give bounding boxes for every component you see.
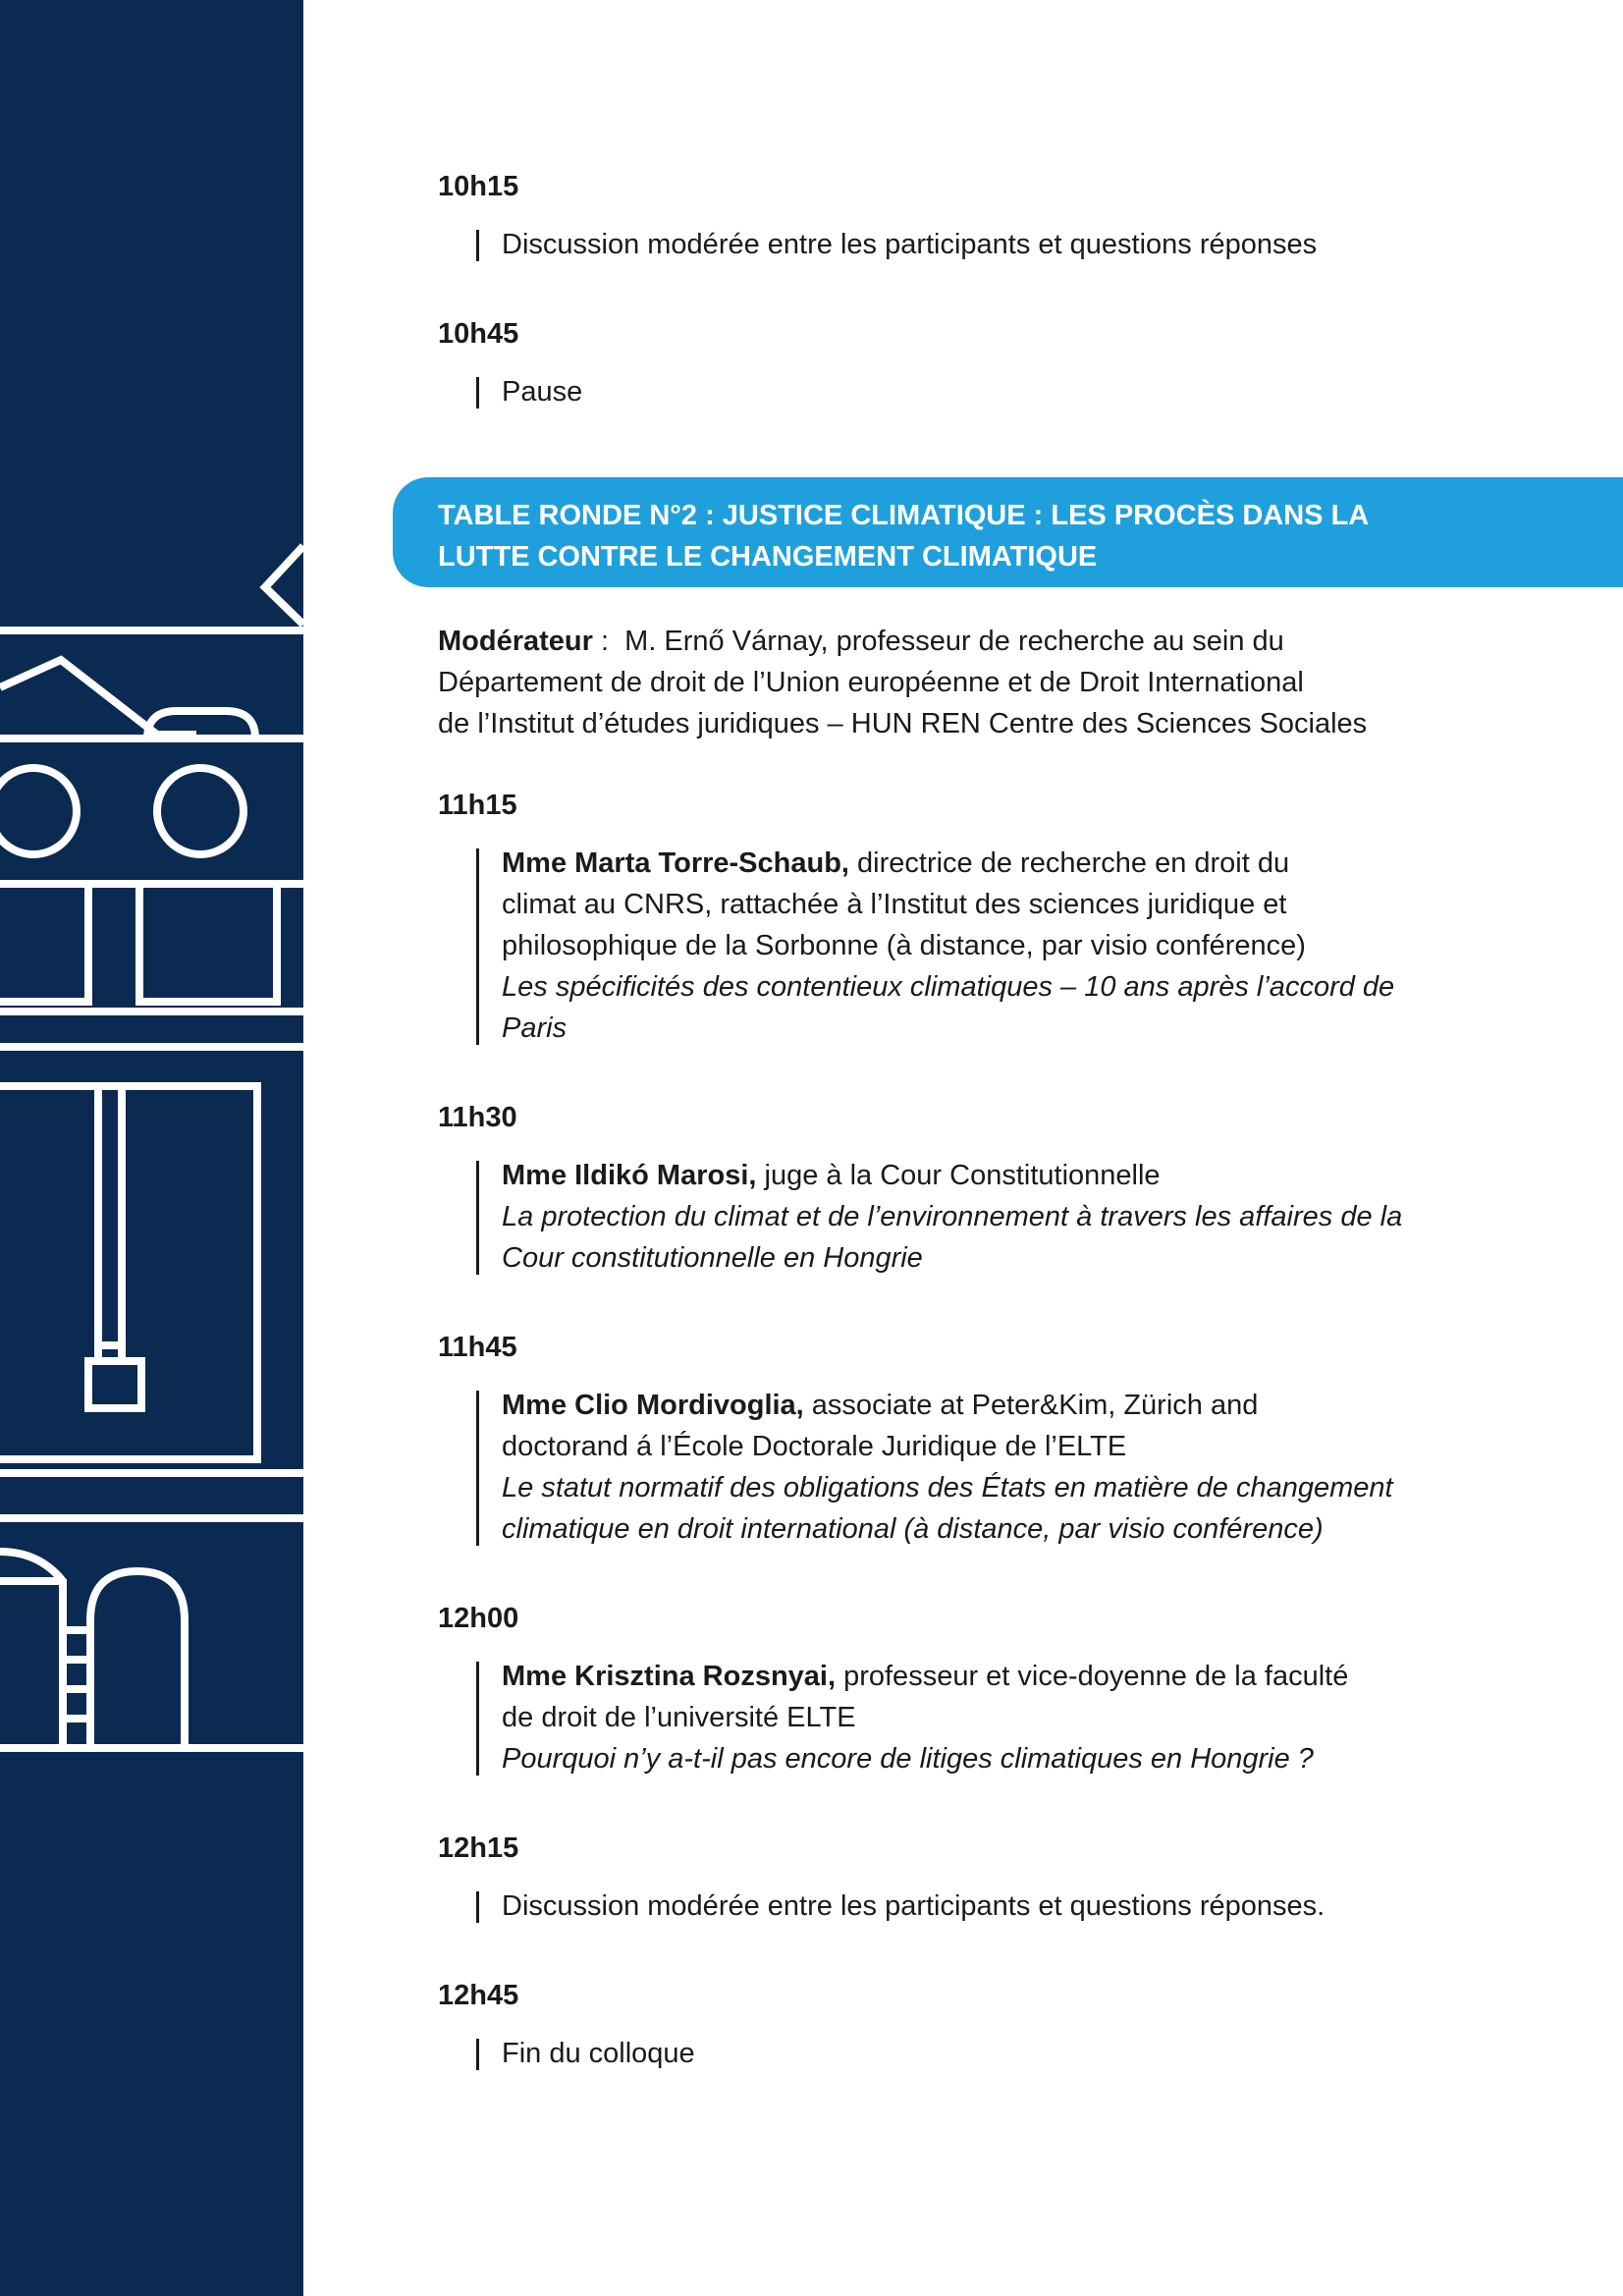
talk-title: Les spécificités des contentieux climatiques – 10 ans après l’accord de xyxy=(502,971,1395,1003)
moderator-label: Modérateur xyxy=(438,626,593,657)
time-label: 11h30 xyxy=(438,1102,517,1133)
speaker-role: directrice de recherche en droit du xyxy=(848,847,1290,879)
talk-title: Le statut normatif des obligations des États en matière de changement xyxy=(502,1472,1393,1503)
talk-line: de droit de l’université ELTE xyxy=(502,1702,856,1733)
talk-entry xyxy=(476,1385,1528,1550)
talk-item xyxy=(438,1330,1528,1550)
speaker-name: Mme Ildikó Marosi, xyxy=(502,1160,757,1191)
time-label: 12h15 xyxy=(438,1832,519,1864)
time-label: 11h45 xyxy=(438,1332,517,1363)
moderator-line-3: de l’Institut d’études juridiques – HUN REN Centre des Sciences Sociales xyxy=(438,708,1368,739)
time-label: 10h15 xyxy=(438,171,519,202)
talk-title: Paris xyxy=(502,1012,568,1044)
moderator-line-1 xyxy=(438,621,1528,662)
speaker-role: juge à la Cour Constitutionnelle xyxy=(756,1160,1161,1191)
schedule-top xyxy=(438,169,1528,464)
moderator-line-2: Département de droit de l’Union européenne et de Droit International xyxy=(438,667,1304,698)
talk-title: climatique en droit international (à distance, par visio conférence) xyxy=(502,1513,1324,1545)
talk-entry xyxy=(476,1155,1528,1279)
talk-title: La protection du climat et de l’environnement à travers les affaires de la xyxy=(502,1201,1403,1232)
entry-text: Fin du colloque xyxy=(476,2033,1528,2074)
talk-item xyxy=(438,1601,1528,1779)
talk-line: doctorand á l’École Doctorale Juridique de l’ELTE xyxy=(502,1431,1127,1462)
moderator-block xyxy=(438,621,1528,744)
talk-line xyxy=(502,1656,1528,1697)
schedule-item xyxy=(438,1978,1528,2074)
time-label: 10h45 xyxy=(438,318,519,350)
talk-line: climat au CNRS, rattachée à l’Institut des sciences juridique et xyxy=(502,889,1287,920)
talk-item xyxy=(438,1100,1528,1279)
speaker-role: associate at Peter&Kim, Zürich and xyxy=(803,1390,1259,1421)
time-label: 12h45 xyxy=(438,1980,519,2011)
entry-text: Pause xyxy=(476,371,1528,412)
talk-line xyxy=(502,1155,1528,1196)
talk-entry xyxy=(476,1656,1528,1779)
talk-title: Pourquoi n’y a-t-il pas encore de litiges climatiques en Hongrie ? xyxy=(502,1743,1314,1775)
moderator-text-1: M. Ernő Várnay, professeur de recherche au sein du xyxy=(624,626,1284,657)
speaker-role: professeur et vice-doyenne de la faculté xyxy=(836,1661,1349,1692)
talk-line xyxy=(502,843,1528,884)
schedule-item xyxy=(438,169,1528,265)
talk-title: Cour constitutionnelle en Hongrie xyxy=(502,1242,923,1274)
moderator-separator: : xyxy=(592,626,625,657)
entry-text: Discussion modérée entre les participants et questions réponses. xyxy=(476,1886,1528,1927)
speaker-name: Mme Marta Torre-Schaub, xyxy=(502,847,849,879)
talk-line xyxy=(502,1385,1528,1426)
schedule-talks xyxy=(438,788,1528,2125)
banner-line-1: TABLE RONDE N°2 : JUSTICE CLIMATIQUE : LES PROCÈS DANS LA xyxy=(438,500,1370,531)
talk-entry xyxy=(476,843,1528,1049)
sidebar-decoration xyxy=(0,0,303,2296)
speaker-name: Mme Krisztina Rozsnyai, xyxy=(502,1661,837,1692)
schedule-item xyxy=(438,1831,1528,1927)
time-label: 11h15 xyxy=(438,790,517,821)
building-illustration-icon xyxy=(0,0,303,2296)
talk-line: philosophique de la Sorbonne (à distance, par visio conférence) xyxy=(502,930,1306,961)
talk-item xyxy=(438,788,1528,1049)
speaker-name: Mme Clio Mordivoglia, xyxy=(502,1390,804,1421)
banner-line-2: LUTTE CONTRE LE CHANGEMENT CLIMATIQUE xyxy=(438,541,1098,573)
section-banner xyxy=(393,477,1623,587)
schedule-item xyxy=(438,316,1528,412)
time-label: 12h00 xyxy=(438,1603,519,1634)
entry-text: Discussion modérée entre les participants et questions réponses xyxy=(476,224,1528,265)
